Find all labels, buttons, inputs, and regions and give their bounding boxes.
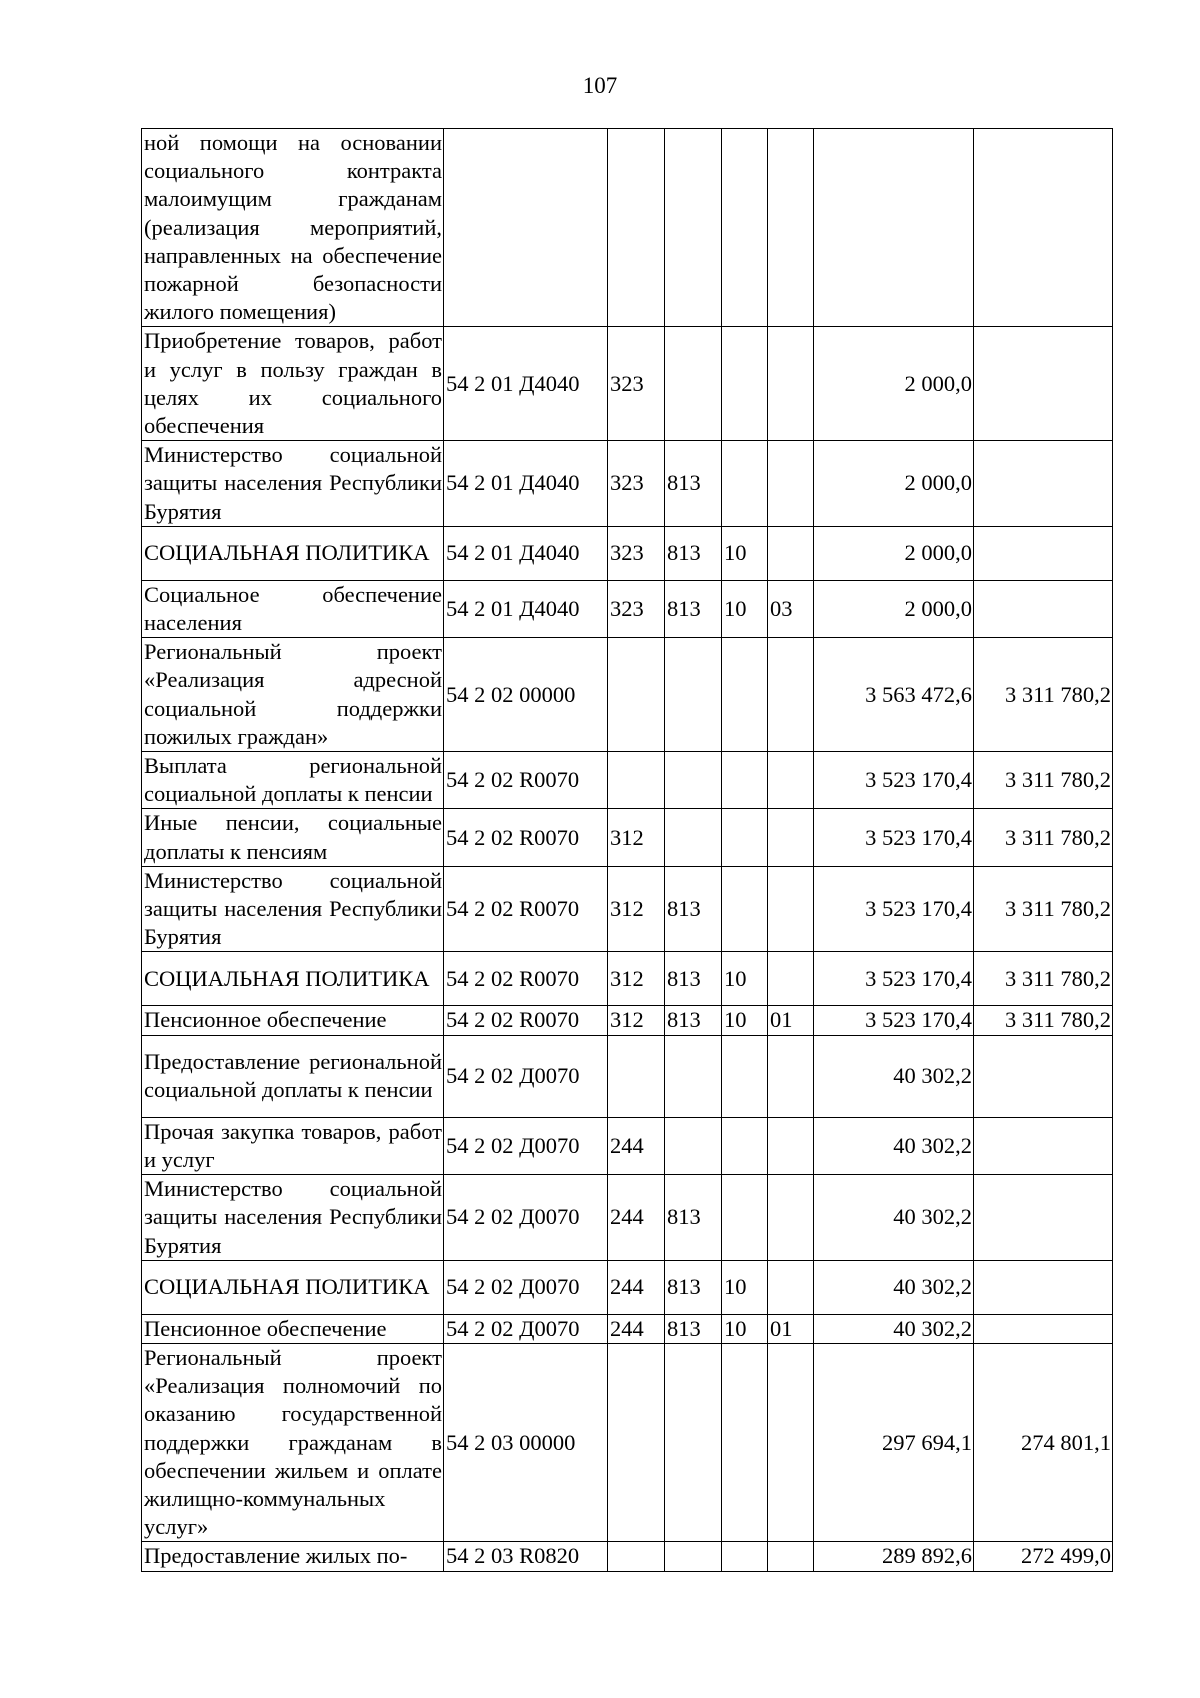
cell-subsection	[768, 526, 814, 580]
table-row	[142, 441, 1113, 527]
cell-target-code: 54 2 02 Д0070	[444, 1175, 608, 1261]
cell-amount-2: 3 311 780,2	[974, 752, 1113, 809]
cell-name: Министерство социальной защиты населения Республики Бурятия	[142, 1175, 444, 1261]
cell-ministry-code	[665, 638, 722, 752]
cell-expense-type	[608, 1542, 665, 1571]
cell-target-code	[444, 129, 608, 327]
cell-subsection	[768, 327, 814, 441]
cell-expense-type: 323	[608, 526, 665, 580]
cell-name: ной помощи на основании социального контракта малоимущим гражданам (реализация мероприятий, направленных на обеспечение пожарной безопасности жилого помещения)	[142, 129, 444, 327]
cell-amount-1: 297 694,1	[814, 1343, 974, 1541]
cell-amount-2	[974, 441, 1113, 527]
cell-ministry-code	[665, 1343, 722, 1541]
cell-amount-2: 272 499,0	[974, 1542, 1113, 1571]
cell-expense-type	[608, 1035, 665, 1117]
cell-amount-2	[974, 580, 1113, 637]
table-row	[142, 1343, 1113, 1541]
cell-section	[722, 327, 768, 441]
cell-amount-1: 40 302,2	[814, 1035, 974, 1117]
cell-amount-1: 40 302,2	[814, 1117, 974, 1174]
cell-section: 10	[722, 1260, 768, 1314]
cell-expense-type: 244	[608, 1260, 665, 1314]
cell-amount-2	[974, 129, 1113, 327]
cell-amount-2: 274 801,1	[974, 1343, 1113, 1541]
cell-subsection	[768, 1343, 814, 1541]
cell-amount-1: 2 000,0	[814, 526, 974, 580]
cell-subsection	[768, 866, 814, 952]
cell-amount-2	[974, 1260, 1113, 1314]
cell-ministry-code: 813	[665, 526, 722, 580]
cell-section	[722, 1035, 768, 1117]
cell-amount-1: 2 000,0	[814, 327, 974, 441]
cell-ministry-code	[665, 809, 722, 866]
cell-amount-1	[814, 129, 974, 327]
cell-amount-2	[974, 327, 1113, 441]
cell-subsection	[768, 1035, 814, 1117]
table-row	[142, 752, 1113, 809]
cell-target-code: 54 2 01 Д4040	[444, 580, 608, 637]
cell-expense-type: 312	[608, 809, 665, 866]
cell-section	[722, 1117, 768, 1174]
cell-name: СОЦИАЛЬНАЯ ПОЛИТИКА	[142, 526, 444, 580]
cell-name: СОЦИАЛЬНАЯ ПОЛИТИКА	[142, 952, 444, 1006]
cell-name: Приобретение товаров, работ и услуг в пользу граждан в целях их социального обеспечения	[142, 327, 444, 441]
cell-amount-1: 40 302,2	[814, 1260, 974, 1314]
cell-amount-1: 3 523 170,4	[814, 752, 974, 809]
cell-section	[722, 752, 768, 809]
table-row	[142, 638, 1113, 752]
cell-name: Социальное обеспечение населения	[142, 580, 444, 637]
cell-amount-1: 289 892,6	[814, 1542, 974, 1571]
cell-name: Региональный проект «Реализация адресной социальной поддержки пожилых граждан»	[142, 638, 444, 752]
cell-ministry-code	[665, 129, 722, 327]
cell-ministry-code: 813	[665, 952, 722, 1006]
cell-name: Прочая закупка товаров, работ и услуг	[142, 1117, 444, 1174]
cell-target-code: 54 2 01 Д4040	[444, 441, 608, 527]
table-row	[142, 1035, 1113, 1117]
cell-target-code: 54 2 02 Д0070	[444, 1314, 608, 1343]
cell-target-code: 54 2 02 R0070	[444, 752, 608, 809]
cell-name: Иные пенсии, социальные доплаты к пенсиям	[142, 809, 444, 866]
cell-expense-type: 323	[608, 441, 665, 527]
table-row	[142, 1542, 1113, 1571]
cell-target-code: 54 2 02 R0070	[444, 952, 608, 1006]
cell-section	[722, 1542, 768, 1571]
cell-section	[722, 809, 768, 866]
cell-subsection	[768, 1175, 814, 1261]
table-row	[142, 327, 1113, 441]
cell-section: 10	[722, 952, 768, 1006]
cell-target-code: 54 2 02 Д0070	[444, 1035, 608, 1117]
cell-target-code: 54 2 03 00000	[444, 1343, 608, 1541]
cell-section	[722, 866, 768, 952]
cell-section	[722, 129, 768, 327]
cell-expense-type	[608, 129, 665, 327]
table-row	[142, 1117, 1113, 1174]
cell-target-code: 54 2 02 00000	[444, 638, 608, 752]
cell-name: Пенсионное обеспечение	[142, 1314, 444, 1343]
cell-subsection	[768, 809, 814, 866]
cell-name: Министерство социальной защиты населения Республики Бурятия	[142, 866, 444, 952]
table-row	[142, 526, 1113, 580]
cell-expense-type: 312	[608, 1006, 665, 1035]
cell-amount-1: 3 523 170,4	[814, 866, 974, 952]
cell-subsection	[768, 1542, 814, 1571]
cell-subsection	[768, 129, 814, 327]
cell-subsection	[768, 1117, 814, 1174]
cell-ministry-code: 813	[665, 441, 722, 527]
cell-subsection	[768, 752, 814, 809]
cell-name: Выплата региональной социальной доплаты к пенсии	[142, 752, 444, 809]
cell-expense-type: 323	[608, 327, 665, 441]
cell-ministry-code: 813	[665, 1260, 722, 1314]
cell-expense-type: 244	[608, 1117, 665, 1174]
table-row	[142, 809, 1113, 866]
cell-expense-type	[608, 638, 665, 752]
cell-target-code: 54 2 02 Д0070	[444, 1117, 608, 1174]
cell-section	[722, 1343, 768, 1541]
page-number: 107	[582, 73, 618, 98]
cell-expense-type: 312	[608, 866, 665, 952]
cell-target-code: 54 2 01 Д4040	[444, 327, 608, 441]
cell-amount-2: 3 311 780,2	[974, 866, 1113, 952]
table-body	[142, 129, 1113, 1572]
table-row	[142, 129, 1113, 327]
cell-section: 10	[722, 1006, 768, 1035]
cell-amount-2	[974, 1175, 1113, 1261]
cell-name: Предоставление региональной социальной доплаты к пенсии	[142, 1035, 444, 1117]
cell-amount-1: 2 000,0	[814, 580, 974, 637]
cell-ministry-code	[665, 1035, 722, 1117]
cell-name: СОЦИАЛЬНАЯ ПОЛИТИКА	[142, 1260, 444, 1314]
cell-ministry-code	[665, 752, 722, 809]
cell-expense-type: 323	[608, 580, 665, 637]
cell-subsection	[768, 441, 814, 527]
table-row	[142, 1260, 1113, 1314]
cell-amount-1: 40 302,2	[814, 1314, 974, 1343]
cell-expense-type: 312	[608, 952, 665, 1006]
cell-section: 10	[722, 526, 768, 580]
cell-expense-type: 244	[608, 1175, 665, 1261]
cell-section	[722, 1175, 768, 1261]
cell-name: Министерство социальной защиты населения Республики Бурятия	[142, 441, 444, 527]
cell-target-code: 54 2 02 R0070	[444, 1006, 608, 1035]
cell-amount-1: 3 523 170,4	[814, 952, 974, 1006]
cell-subsection	[768, 638, 814, 752]
cell-amount-2	[974, 1035, 1113, 1117]
cell-subsection	[768, 1260, 814, 1314]
cell-amount-2: 3 311 780,2	[974, 1006, 1113, 1035]
cell-ministry-code	[665, 1117, 722, 1174]
cell-target-code: 54 2 02 R0070	[444, 866, 608, 952]
cell-expense-type	[608, 1343, 665, 1541]
cell-amount-1: 3 563 472,6	[814, 638, 974, 752]
cell-section	[722, 441, 768, 527]
cell-section	[722, 638, 768, 752]
table-row	[142, 1175, 1113, 1261]
cell-expense-type: 244	[608, 1314, 665, 1343]
table-row	[142, 580, 1113, 637]
cell-ministry-code: 813	[665, 866, 722, 952]
cell-amount-2: 3 311 780,2	[974, 638, 1113, 752]
budget-table	[141, 128, 1113, 1572]
cell-amount-2: 3 311 780,2	[974, 809, 1113, 866]
cell-amount-1: 3 523 170,4	[814, 1006, 974, 1035]
cell-target-code: 54 2 02 R0070	[444, 809, 608, 866]
cell-ministry-code: 813	[665, 580, 722, 637]
cell-ministry-code	[665, 327, 722, 441]
cell-name: Региональный проект «Реализация полномочий по оказанию государственной поддержки гражданам в обеспечении жильем и оплате жилищно-коммунальных услуг»	[142, 1343, 444, 1541]
cell-amount-2	[974, 1117, 1113, 1174]
cell-subsection: 01	[768, 1314, 814, 1343]
cell-name: Пенсионное обеспечение	[142, 1006, 444, 1035]
cell-subsection	[768, 952, 814, 1006]
cell-subsection: 03	[768, 580, 814, 637]
cell-target-code: 54 2 01 Д4040	[444, 526, 608, 580]
cell-amount-2	[974, 1314, 1113, 1343]
cell-subsection: 01	[768, 1006, 814, 1035]
table-row	[142, 1006, 1113, 1035]
cell-section: 10	[722, 1314, 768, 1343]
cell-amount-1: 3 523 170,4	[814, 809, 974, 866]
cell-amount-2: 3 311 780,2	[974, 952, 1113, 1006]
cell-target-code: 54 2 02 Д0070	[444, 1260, 608, 1314]
table-row	[142, 952, 1113, 1006]
cell-ministry-code: 813	[665, 1175, 722, 1261]
cell-name: Предоставление жилых по-	[142, 1542, 444, 1571]
cell-amount-1: 2 000,0	[814, 441, 974, 527]
cell-ministry-code	[665, 1542, 722, 1571]
table-row	[142, 866, 1113, 952]
cell-amount-2	[974, 526, 1113, 580]
table-row	[142, 1314, 1113, 1343]
cell-ministry-code: 813	[665, 1006, 722, 1035]
cell-target-code: 54 2 03 R0820	[444, 1542, 608, 1571]
cell-expense-type	[608, 752, 665, 809]
cell-ministry-code: 813	[665, 1314, 722, 1343]
cell-section: 10	[722, 580, 768, 637]
cell-amount-1: 40 302,2	[814, 1175, 974, 1261]
